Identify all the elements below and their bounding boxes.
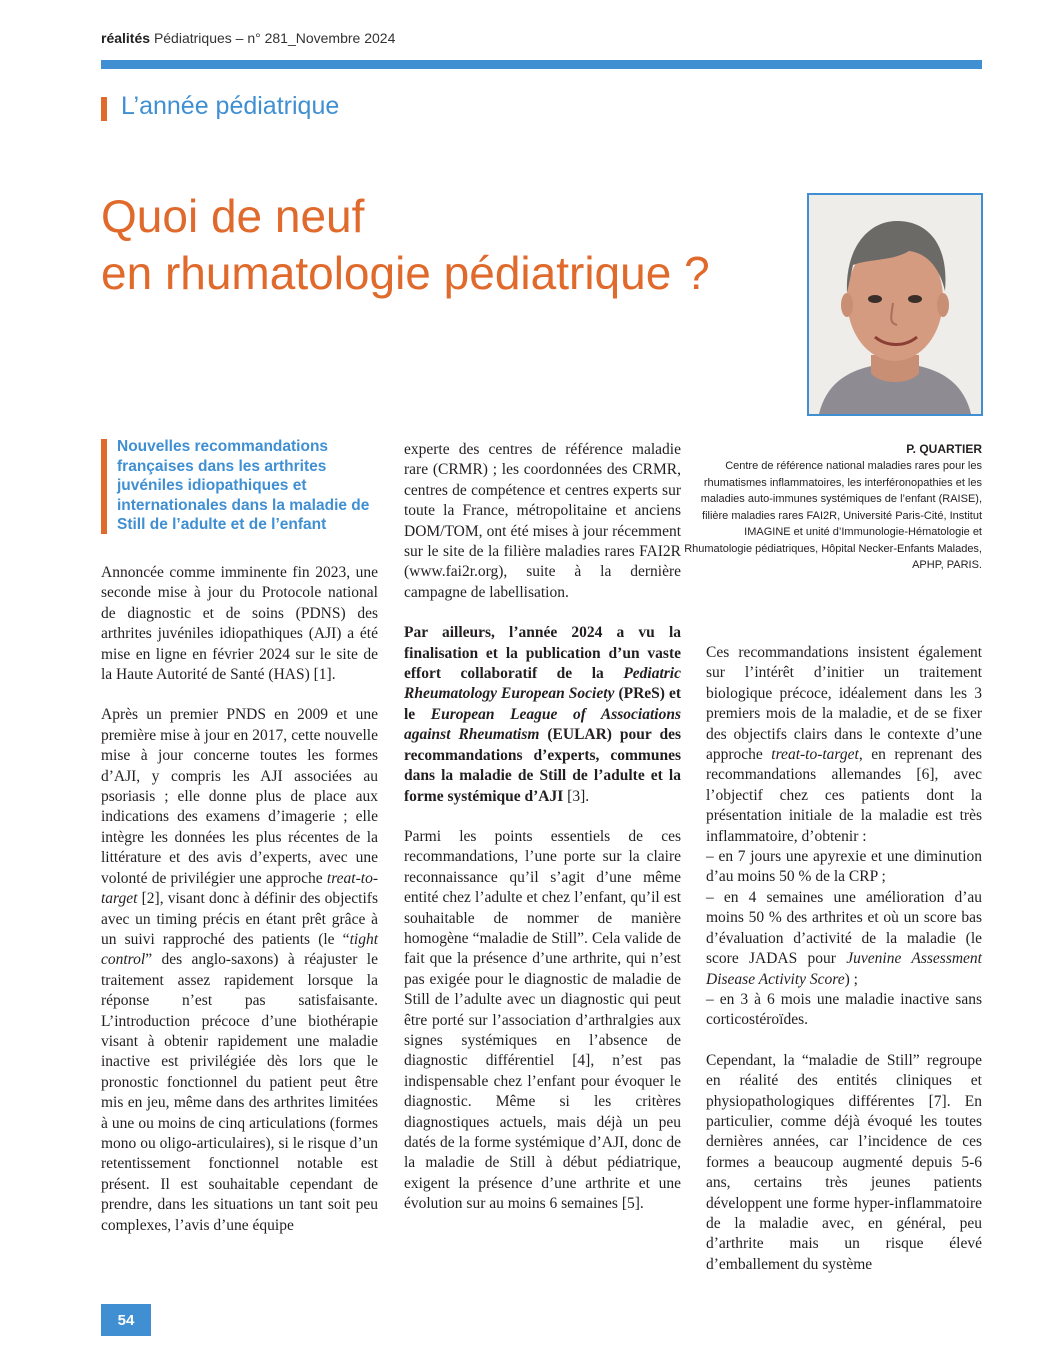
page-number: 54 [101, 1304, 151, 1336]
lead-heading: Nouvelles recommandations françaises dans les arthrites juvéniles idiopathiques et internationales dans la maladie de Still de l’adulte et de l’enfant [117, 438, 370, 533]
paragraph: Ces recommandations insistent également sur l’intérêt d’initier un traitement biologique précoce, idéalement dans les 3 premiers mois de la maladie, et de se fixer des objectifs clairs dans le contexte d’une approche treat-to-target, en reprenant des recommandations allemandes [6], avec l’objectif chez ces patients dont la présentation initiale de la maladie est très inflammatoire, d’obtenir : [706, 644, 982, 845]
list-item: – en 3 à 6 mois une maladie inactive sans corticostéroïdes. [706, 990, 982, 1029]
author-portrait-graphic [809, 195, 981, 414]
paragraph: experte des centres de référence maladie rare (CRMR) ; les coordonnées des CRMR, centres de compétence et centres experts sur toute la France, métropolitaine et anciens DOM/TOM, ont été mises à jour récemment sur le site de la filière maladies rares FAI2R (www.fai2r.org), suite à la dernière campagne de labellisation. [404, 441, 681, 601]
section-marker [101, 97, 107, 121]
list-item: – en 4 semaines une amélioration d’au moins 50 % des arthrites et où un score bas d’évaluation d’activité de la maladie (le score JADAS pour Juvenine Assessment Disease Activity Score) ; [706, 888, 982, 988]
paragraph-bold: Par ailleurs, l’année 2024 a vu la finalisation et la publication d’un vaste effort collaboratif de la Pediatric Rheumatology European Society (PReS) et le European League of Associations against Rheumatism (EULAR) pour des recommandations d’experts, communes dans la maladie de Still de l’adulte et la forme systémique d’AJI [3]. [404, 624, 682, 805]
paragraph: Parmi les points essentiels de ces recommandations, l’une porte sur la claire reconnaissance qu’il s’agit d’une même entité chez l’adulte et chez l’enfant, qu’il est souhaitable de nommer de manière homogène “maladie de Still”. Cela valide de fait que la présence d’une arthrite, qui n’est pas exigée pour le diagnostic de maladie de Still de l’adulte avec un diagnostic qui peut être porté sur l’association d’arthralgies aux signes systémiques en l’absence de diagnostic différentiel [4], n’est pas indispensable chez l’enfant pour évoquer le diagnostic. Même si les critères diagnostiques actuels, mais déjà un peu datés de la forme systémique d’AJI, donc de la maladie de Still à début pédiatrique, exigent la présence d’une arthrite et une évolution sur au moins 6 semaines [5]. [404, 827, 681, 1213]
column-2 [404, 440, 681, 1235]
issue-info: Pédiatriques – n° 281_Novembre 2024 [153, 30, 396, 46]
author-affiliation: Centre de référence national maladies rares pour les rhumatismes inflammatoires, les interféronopathies et les maladies auto-immunes systémiques de l’enfant (RAISE), filière maladies rares FAI2R, Université Paris-Cité, Institut IMAGINE et unité d’Immunologie-Hématologie et Rhumatologie pédiatriques, Hôpital Necker-Enfants Malades, APHP, PARIS. [684, 460, 982, 571]
list-item: – en 7 jours une apyrexie et une diminution d’au moins 50 % de la CRP ; [706, 848, 982, 886]
paragraph: Cependant, la “maladie de Still” regroupe en réalité des entités cliniques et physiopathologiques différentes [7]. En particulier, comme déjà évoqué les toutes dernières années, car l’incidence de ces formes a beaucoup augmenté depuis 5-6 ans, certains très jeunes patients développent une forme hyper-inflammatoire de la maladie avec, en général, peu d’arthrite mais un risque élevé d’emballement du système [706, 1051, 982, 1273]
lead-marker [101, 439, 107, 534]
paragraph: Après un premier PNDS en 2009 et une première mise à jour en 2017, cette nouvelle mise à jour concerne toutes les formes d’AJI, y compris les AJI associées au psoriasis ; elle donne plus de place aux indications des examens d’imagerie ; elle intègre les données les plus récentes de la littérature et des avis d’experts, avec une volonté de privilégier une approche treat-to-target [2], visant donc à définir des objectifs avec un timing précis en étant prêt grâce à un suivi rapproché des patients (le “tight control” des anglo-saxons) à réajuster le traitement assez rapidement lorsque la réponse n’est pas satisfaisante. L’introduction précoce d’une biothérapie visant à obtenir rapidement une maladie inactive est privilégiée dès lors que le pronostic fonctionnel du patient peut être mis en jeu, même dans des arthrites limitées à une ou moins de cinq articulations (formes mono ou oligo-articulaires), si le risque d’un retentissement fonctionnel notable est présent. Il est souhaitable cependant de prendre, dans les situations un tant soit peu complexes, l’avis d’une équipe [101, 706, 378, 1234]
author-name: P. QUARTIER [906, 442, 982, 456]
title-line-2: en rhumatologie pédiatrique ? [101, 247, 710, 299]
column-3 [706, 643, 982, 1295]
title-line-1: Quoi de neuf [101, 190, 365, 242]
journal-name: réalités [101, 30, 151, 46]
paragraph: Annoncée comme imminente fin 2023, une seconde mise à jour du Protocole national de diagnostic et de soins (PDNS) des arthrites juvéniles idiopathiques (AJI) a été mise en ligne en février 2024 sur le site de la Haute Autorité de Santé (HAS) [1]. [101, 564, 378, 684]
author-photo [807, 193, 983, 416]
section-title: L’année pédiatrique [121, 92, 340, 120]
header-rule [101, 60, 982, 69]
article-title [101, 188, 801, 302]
running-header [101, 30, 395, 46]
column-1 [101, 563, 378, 1256]
